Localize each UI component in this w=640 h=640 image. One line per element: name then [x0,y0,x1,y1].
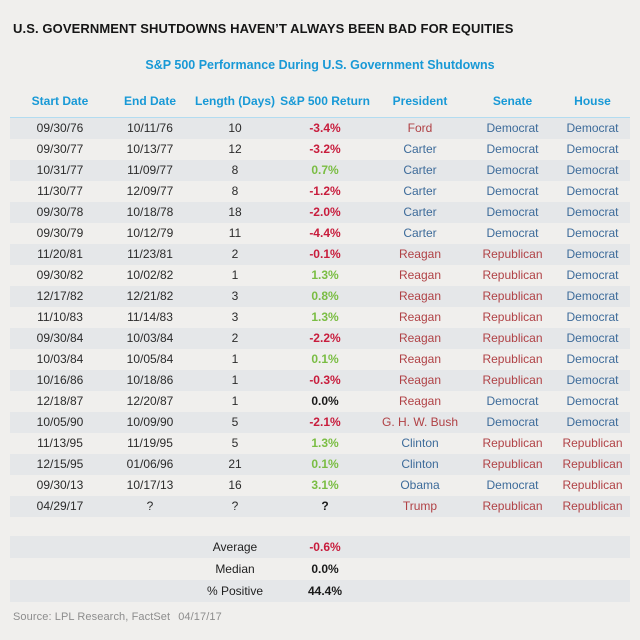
cell-end-date: 01/06/96 [126,457,174,471]
cell-house: Republican [562,499,623,513]
table-row [10,139,630,160]
cell-start-date: 09/30/77 [36,142,84,156]
cell-start-date: 10/31/77 [36,163,84,177]
cell-sp500-return: -3.2% [309,142,341,156]
cell-sp500-return: 1.3% [311,310,339,324]
cell-start-date: 11/13/95 [37,436,83,450]
cell-length-days: 3 [231,310,239,324]
summary-value: 44.4% [307,584,343,598]
source-note [13,611,222,623]
cell-sp500-return: 0.0% [311,394,339,408]
column-header-president: President [392,93,448,108]
cell-senate: Republican [482,247,543,261]
cell-house: Republican [562,478,623,492]
cell-start-date: 10/05/90 [36,415,84,429]
cell-end-date: 12/21/82 [126,289,174,303]
table-row [10,223,630,244]
cell-house: Democrat [566,184,619,198]
table-body [10,118,630,517]
cell-sp500-return: -2.0% [309,205,341,219]
cell-senate: Republican [482,352,543,366]
cell-start-date: 09/30/13 [36,478,84,492]
cell-house: Democrat [566,373,619,387]
cell-start-date: 09/30/78 [36,205,84,219]
cell-length-days: 5 [231,436,239,450]
cell-senate: Democrat [486,226,539,240]
cell-length-days: 11 [228,226,242,240]
summary-spacer [370,580,470,602]
table-subtitle: S&P 500 Performance During U.S. Government Shutdowns [145,58,495,72]
cell-length-days: 1 [231,268,239,282]
cell-president: Reagan [398,352,442,366]
cell-senate: Republican [482,289,543,303]
cell-start-date: 09/30/79 [36,226,84,240]
cell-president: Ford [407,121,433,135]
table-row [10,433,630,454]
cell-end-date: 10/02/82 [126,268,174,282]
table-row [10,181,630,202]
summary-row-positive [10,580,630,602]
cell-senate: Republican [482,499,543,513]
cell-end-date: 10/18/86 [126,373,174,387]
cell-length-days: 12 [228,142,242,156]
summary-spacer [555,558,630,580]
summary-row-average [10,536,630,558]
cell-president: Carter [403,184,437,198]
cell-senate: Republican [482,268,543,282]
cell-length-days: 2 [231,247,239,261]
cell-start-date: 12/17/82 [36,289,84,303]
cell-end-date: 11/09/77 [127,163,173,177]
cell-sp500-return: 0.7% [311,163,339,177]
column-header-start-date: Start Date [31,93,89,108]
cell-president: Clinton [401,436,439,450]
cell-sp500-return: -0.1% [309,247,341,261]
cell-length-days: 10 [228,121,242,135]
table-row [10,307,630,328]
cell-president: Carter [403,163,437,177]
cell-start-date: 10/16/86 [36,373,84,387]
cell-length-days: 8 [231,163,239,177]
table-row [10,286,630,307]
cell-sp500-return: -4.4% [309,226,341,240]
summary-spacer [110,536,190,558]
cell-length-days: 3 [231,289,239,303]
summary-value: 0.0% [311,562,339,576]
cell-sp500-return: ? [321,499,329,513]
cell-length-days: 2 [231,331,239,345]
cell-senate: Republican [482,373,543,387]
cell-start-date: 09/30/76 [36,121,84,135]
cell-start-date: 11/10/83 [37,310,83,324]
cell-length-days: 16 [228,478,242,492]
cell-start-date: 09/30/82 [36,268,84,282]
cell-house: Democrat [566,394,619,408]
page-title: U.S. GOVERNMENT SHUTDOWNS HAVEN’T ALWAYS BEEN BAD FOR EQUITIES [13,21,514,36]
summary-spacer [10,536,110,558]
cell-end-date: 11/19/95 [127,436,173,450]
summary-label: % Positive [206,584,264,598]
cell-end-date: 12/20/87 [126,394,174,408]
column-header-s-p-500-return: S&P 500 Return [280,93,370,108]
summary-spacer [10,580,110,602]
cell-house: Democrat [566,289,619,303]
cell-end-date: 10/09/90 [126,415,174,429]
cell-start-date: 09/30/84 [36,331,84,345]
cell-length-days: 21 [228,457,242,471]
cell-house: Democrat [566,163,619,177]
summary-label: Average [212,540,258,554]
summary-spacer [110,558,190,580]
column-header-senate: Senate [492,93,533,108]
cell-sp500-return: 0.1% [311,457,339,471]
cell-end-date: 11/23/81 [127,247,173,261]
source-text: Source: LPL Research, FactSet [13,611,171,623]
cell-senate: Republican [482,310,543,324]
summary-spacer [470,580,555,602]
table-row [10,265,630,286]
cell-senate: Democrat [486,415,539,429]
summary-spacer [10,558,110,580]
table-row [10,496,630,517]
cell-president: Trump [402,499,438,513]
summary-spacer [555,536,630,558]
summary-spacer [370,558,470,580]
summary-value: -0.6% [309,540,341,554]
summary-label: Median [215,562,255,576]
cell-house: Republican [562,457,623,471]
cell-end-date: ? [146,499,154,513]
cell-house: Democrat [566,331,619,345]
cell-house: Democrat [566,352,619,366]
cell-president: Reagan [398,394,442,408]
cell-length-days: 1 [231,352,239,366]
cell-house: Democrat [566,268,619,282]
cell-president: Carter [403,205,437,219]
summary-spacer [555,580,630,602]
cell-sp500-return: 3.1% [311,478,339,492]
table-row [10,328,630,349]
cell-end-date: 10/17/13 [126,478,174,492]
cell-length-days: 18 [228,205,242,219]
cell-president: Reagan [398,268,442,282]
table-header-row [10,86,630,117]
column-header-length-days: Length (Days) [194,93,275,108]
cell-house: Democrat [566,205,619,219]
cell-start-date: 12/15/95 [36,457,84,471]
cell-senate: Democrat [486,163,539,177]
cell-president: Reagan [398,331,442,345]
summary-spacer [370,536,470,558]
cell-length-days: ? [231,499,239,513]
cell-end-date: 10/18/78 [126,205,174,219]
cell-house: Democrat [566,226,619,240]
table-row [10,412,630,433]
cell-house: Democrat [566,310,619,324]
cell-start-date: 12/18/87 [36,394,84,408]
column-header-end-date: End Date [123,93,176,108]
table-row [10,370,630,391]
cell-sp500-return: -2.2% [309,331,341,345]
cell-president: Obama [400,478,440,492]
cell-senate: Republican [482,331,543,345]
table-row [10,202,630,223]
table-row [10,160,630,181]
cell-end-date: 10/03/84 [126,331,174,345]
cell-senate: Democrat [486,478,539,492]
cell-president: Reagan [398,373,442,387]
cell-sp500-return: 0.8% [311,289,339,303]
table-row [10,244,630,265]
table-summary [10,536,630,602]
cell-house: Republican [562,436,623,450]
cell-sp500-return: -0.3% [309,373,341,387]
cell-sp500-return: 0.1% [311,352,339,366]
cell-house: Democrat [566,142,619,156]
cell-senate: Democrat [486,184,539,198]
cell-senate: Republican [482,457,543,471]
cell-length-days: 1 [231,394,239,408]
table-row [10,391,630,412]
cell-house: Democrat [566,415,619,429]
cell-senate: Republican [482,436,543,450]
cell-end-date: 10/13/77 [126,142,174,156]
cell-length-days: 1 [231,373,239,387]
cell-sp500-return: -1.2% [309,184,341,198]
source-date: 04/17/17 [178,611,222,623]
cell-senate: Democrat [486,394,539,408]
summary-spacer [110,580,190,602]
cell-start-date: 11/20/81 [37,247,83,261]
cell-president: Reagan [398,247,442,261]
cell-house: Democrat [566,247,619,261]
cell-president: Carter [403,226,437,240]
table-row [10,475,630,496]
cell-length-days: 5 [231,415,239,429]
cell-end-date: 11/14/83 [127,310,173,324]
cell-senate: Democrat [486,121,539,135]
cell-house: Democrat [566,121,619,135]
cell-end-date: 10/12/79 [126,226,174,240]
cell-length-days: 8 [231,184,239,198]
cell-president: Reagan [398,289,442,303]
table-row [10,118,630,139]
summary-spacer [470,536,555,558]
cell-end-date: 12/09/77 [126,184,174,198]
table-row [10,454,630,475]
cell-president: Carter [403,142,437,156]
table-row [10,349,630,370]
cell-start-date: 04/29/17 [36,499,84,513]
cell-president: Reagan [398,310,442,324]
column-header-house: House [574,93,611,108]
cell-senate: Democrat [486,205,539,219]
cell-start-date: 11/30/77 [37,184,83,198]
cell-sp500-return: 1.3% [311,436,339,450]
summary-spacer [470,558,555,580]
cell-sp500-return: -2.1% [309,415,341,429]
cell-sp500-return: 1.3% [311,268,339,282]
cell-sp500-return: -3.4% [309,121,341,135]
cell-start-date: 10/03/84 [36,352,84,366]
cell-president: G. H. W. Bush [381,415,459,429]
cell-senate: Democrat [486,142,539,156]
summary-row-median [10,558,630,580]
cell-president: Clinton [401,457,439,471]
cell-end-date: 10/11/76 [127,121,173,135]
cell-end-date: 10/05/84 [126,352,174,366]
shutdowns-table [10,86,630,602]
